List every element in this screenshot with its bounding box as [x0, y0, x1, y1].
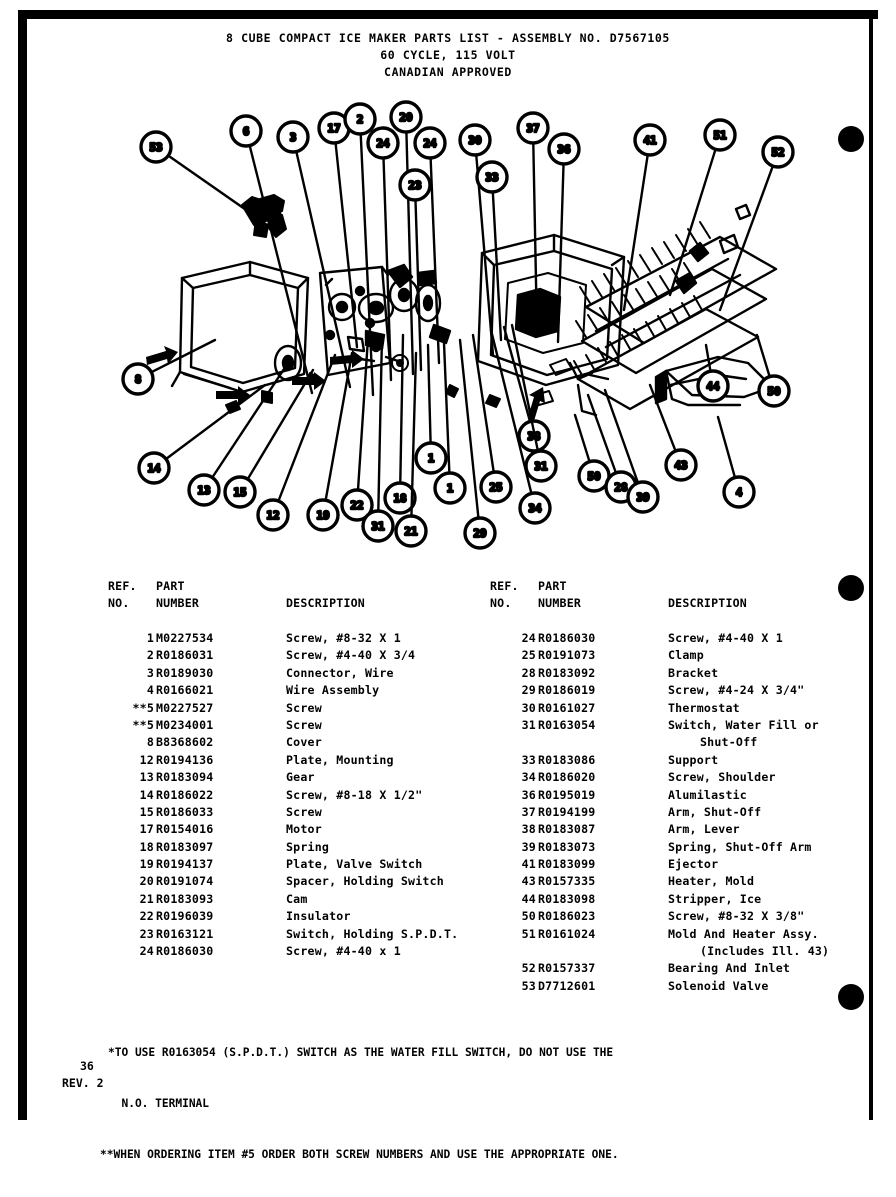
callout-label: 36 [557, 143, 571, 156]
callout-bubble-14 [139, 385, 265, 483]
table-row [108, 630, 498, 647]
table-row [490, 856, 890, 873]
callout-bubble-30 [460, 125, 493, 355]
footnotes [100, 1010, 868, 1197]
cell-ref-no: 13 [139, 770, 154, 785]
cell-part-number: R0163121 [156, 926, 214, 941]
cell-part-number: R0166021 [156, 683, 214, 698]
cell-description: Clamp [668, 648, 704, 663]
callout-bubble-6 [231, 116, 312, 393]
callout-leader-line [670, 149, 716, 295]
callout-label: 17 [327, 122, 341, 135]
table-row [490, 752, 890, 769]
callout-bubble-52 [720, 137, 793, 310]
callout-bubble-8 [123, 340, 215, 394]
cell-description: Spacer, Holding Switch [286, 874, 444, 889]
cell-ref-no: 19 [139, 857, 154, 872]
callout-leader-line [504, 327, 530, 422]
cell-part-number: D7712601 [538, 978, 596, 993]
cell-ref-no: 52 [521, 961, 536, 976]
cell-description: Heater, Mold [668, 874, 755, 889]
callout-leader-line [406, 132, 413, 374]
table-row [490, 700, 890, 717]
cell-description: Ejector [668, 857, 719, 872]
callout-label: 24 [376, 137, 390, 150]
callout-label: 14 [147, 462, 161, 475]
table-rows-right [490, 630, 890, 995]
cell-part-number: R0186023 [538, 909, 596, 924]
table-row [490, 978, 890, 995]
cell-part-number: R0194137 [156, 857, 214, 872]
cell-part-number: R0183099 [538, 857, 596, 872]
cell-description: Cover [286, 735, 322, 750]
table-row [108, 856, 498, 873]
callout-leader-line [757, 335, 770, 377]
cell-part-number: M0227534 [156, 631, 214, 645]
table-row [490, 717, 890, 734]
cell-ref-no: 36 [521, 787, 536, 802]
cell-description: Connector, Wire [286, 665, 394, 680]
cell-ref-no: 24 [521, 631, 536, 645]
cell-description: Cam [286, 891, 308, 906]
header-ref-line2: NO. [108, 596, 130, 610]
table-row [108, 839, 498, 856]
callout-label: 39 [636, 491, 650, 504]
cell-description: Thermostat [668, 700, 740, 715]
cell-part-number: R0183073 [538, 839, 596, 854]
callout-label: 21 [404, 525, 418, 538]
cell-ref-no: 31 [521, 717, 536, 732]
cell-part-number: R0191074 [156, 874, 214, 889]
callout-leader-line [624, 155, 648, 310]
cell-ref-no: 2 [146, 648, 154, 663]
cell-ref-no: 24 [139, 944, 154, 959]
callout-leader-line [575, 415, 590, 462]
cell-part-number: R0186033 [156, 804, 214, 819]
callout-label: 8 [134, 373, 142, 386]
cell-description: Screw, #4-40 X 1 [668, 631, 783, 645]
cell-ref-no: 30 [521, 700, 536, 715]
cell-description: Screw [286, 700, 322, 715]
document-title [0, 30, 896, 81]
header-ref-line1: REF. [108, 579, 137, 593]
table-row [490, 630, 890, 647]
callout-label: 1 [446, 482, 454, 495]
cell-ref-no: **5 [132, 717, 154, 732]
table-rows-left [108, 630, 498, 960]
table-row [108, 769, 498, 786]
cell-part-number: R0161024 [538, 926, 596, 941]
cell-ref-no: 3 [146, 665, 154, 680]
cell-description: Arm, Lever [668, 822, 740, 837]
cell-part-number: B8368602 [156, 735, 214, 750]
cell-description: Plate, Valve Switch [286, 857, 423, 872]
cell-description: Plate, Mounting [286, 752, 394, 767]
cell-description: Screw, #8-18 X 1/2" [286, 787, 423, 802]
table-row [490, 960, 890, 977]
cell-part-number: R0163054 [538, 717, 596, 732]
cell-part-number: R0157335 [538, 874, 596, 889]
table-row [490, 908, 890, 925]
cell-description: Motor [286, 822, 322, 837]
cell-ref-no: 1 [146, 631, 154, 645]
cell-ref-no: 15 [139, 804, 154, 819]
title-line-2: 60 CYCLE, 115 VOLT [380, 48, 516, 62]
cell-ref-no: 50 [521, 909, 536, 924]
cell-ref-no: 39 [521, 839, 536, 854]
cell-part-number: R0186031 [156, 648, 214, 663]
cell-part-number: M0227527 [156, 700, 214, 715]
cell-ref-no: 51 [521, 926, 536, 941]
table-row [108, 926, 498, 943]
cell-ref-no: 21 [139, 891, 154, 906]
callout-label: 12 [266, 509, 280, 522]
callout-label: 25 [489, 481, 503, 494]
callout-bubble-51 [670, 120, 735, 295]
cell-part-number: R0189030 [156, 665, 214, 680]
cell-part-number: R0186030 [156, 944, 214, 959]
cell-ref-no: 20 [139, 874, 154, 889]
table-row [490, 665, 890, 682]
callout-leader-line [428, 345, 431, 443]
header-ref-line2-right: NO. [490, 596, 512, 610]
cell-description: Bracket [668, 665, 719, 680]
cell-part-number: R0154016 [156, 822, 214, 837]
callout-leader-line [336, 143, 357, 347]
revision-label: REV. 2 [62, 1076, 104, 1090]
table-row [108, 717, 498, 734]
callout-bubble-50 [757, 335, 789, 406]
cell-part-number: M0234001 [156, 717, 214, 732]
cell-part-number: R0196039 [156, 909, 214, 924]
callout-leader-line [168, 156, 262, 221]
callout-bubble-3 [278, 122, 350, 387]
table-row [108, 821, 498, 838]
table-row [108, 734, 498, 751]
callout-bubble-1 [435, 343, 465, 503]
cell-part-number: R0186019 [538, 683, 596, 698]
callout-label: 29 [473, 527, 487, 540]
cell-ref-no: 53 [521, 978, 536, 993]
page-border-top [18, 10, 878, 19]
cell-part-number: R0157337 [538, 961, 596, 976]
cell-description: Alumilastic [668, 787, 747, 802]
cell-part-number: R0183093 [156, 891, 214, 906]
cell-description: Screw, #8-32 X 3/8" [668, 909, 805, 924]
page-number: 36 [80, 1059, 94, 1073]
table-row [108, 908, 498, 925]
callout-label: 24 [423, 137, 437, 150]
cell-ref-no: 4 [146, 683, 154, 698]
table-row [108, 682, 498, 699]
callout-label: 23 [408, 179, 422, 192]
cell-part-number: R0186030 [538, 631, 596, 645]
table-row [108, 787, 498, 804]
callout-label: 33 [485, 171, 499, 184]
cell-description: Support [668, 752, 719, 767]
table-row [108, 752, 498, 769]
cell-ref-no: 25 [521, 648, 536, 663]
cell-ref-no: 38 [521, 822, 536, 837]
callout-label: 52 [771, 146, 785, 159]
cell-description: Screw, #4-24 X 3/4" [668, 683, 805, 698]
callout-bubble-17 [319, 113, 357, 347]
cell-description: Screw [286, 804, 322, 819]
callout-bubble-41 [624, 125, 665, 310]
cell-description: Insulator [286, 909, 351, 924]
cell-description: Arm, Shut-Off [668, 804, 762, 819]
parts-table-left-column [108, 578, 498, 960]
cell-part-number: R0183086 [538, 752, 596, 767]
cell-ref-no: 22 [139, 909, 154, 924]
table-row [490, 821, 890, 838]
header-part-line2: NUMBER [156, 596, 200, 610]
table-row-continuation [490, 734, 890, 751]
table-row [490, 839, 890, 856]
callout-bubble-44 [698, 345, 728, 401]
table-header-left [108, 578, 498, 630]
cell-ref-no: 17 [139, 822, 154, 837]
cell-part-number: R0183097 [156, 839, 214, 854]
title-line-3: CANADIAN APPROVED [384, 65, 512, 79]
callout-label: 28 [614, 481, 628, 494]
cell-description: Spring, Shut-Off Arm [668, 839, 812, 854]
callout-bubble-22 [342, 338, 372, 520]
table-row [490, 926, 890, 943]
cell-ref-no: 12 [139, 752, 154, 767]
header-ref-line1-right: REF. [490, 579, 519, 593]
cell-description-cont: Shut-Off [700, 735, 758, 750]
cell-ref-no: 23 [139, 926, 154, 941]
callout-label: 31 [534, 460, 548, 473]
cell-ref-no: 28 [521, 665, 536, 680]
table-row [108, 647, 498, 664]
cell-part-number: R0183094 [156, 770, 214, 785]
cell-ref-no: 37 [521, 804, 536, 819]
cell-part-number: R0186020 [538, 770, 596, 785]
cell-ref-no: 18 [139, 839, 154, 854]
header-description-right: DESCRIPTION [668, 596, 747, 610]
cell-part-number: R0183092 [538, 665, 596, 680]
cell-description: Mold And Heater Assy. [668, 926, 819, 941]
cell-description: Stripper, Ice [668, 891, 762, 906]
table-row [490, 647, 890, 664]
title-line-1: 8 CUBE COMPACT ICE MAKER PARTS LIST - ASSEMBLY NO. D7567105 [226, 31, 670, 45]
table-row-continuation [490, 943, 890, 960]
callout-bubble-50 [575, 415, 609, 491]
cell-part-number: R0195019 [538, 787, 596, 802]
callout-label: 50 [767, 385, 781, 398]
cell-description: Gear [286, 770, 315, 785]
table-row [490, 787, 890, 804]
page-footer [62, 1058, 104, 1092]
callout-label: 19 [316, 509, 330, 522]
cell-part-number: R0183087 [538, 822, 596, 837]
callout-bubble-4 [718, 417, 754, 507]
cell-description: Wire Assembly [286, 683, 380, 698]
callout-label: 38 [527, 430, 541, 443]
cell-ref-no: 44 [521, 891, 536, 906]
table-row [108, 804, 498, 821]
callout-label: 37 [526, 122, 540, 135]
callout-label: 51 [713, 129, 727, 142]
table-row [490, 891, 890, 908]
cell-description: Screw, #4-40 x 1 [286, 944, 401, 959]
table-row [490, 769, 890, 786]
callout-label: 22 [350, 499, 364, 512]
table-row [108, 665, 498, 682]
callout-leader-line [400, 335, 403, 483]
callout-label: 6 [242, 125, 250, 138]
cell-description: Solenoid Valve [668, 978, 769, 993]
exploded-parts-diagram [30, 95, 870, 575]
cell-ref-no: 29 [521, 683, 536, 698]
cell-ref-no: 43 [521, 874, 536, 889]
callout-label: 4 [735, 486, 743, 499]
callout-label: 13 [197, 484, 211, 497]
table-row [108, 700, 498, 717]
callout-label: 43 [674, 459, 688, 472]
cell-description-cont: (Includes Ill. 43) [700, 944, 830, 959]
callout-label: 30 [468, 134, 482, 147]
header-description: DESCRIPTION [286, 596, 365, 610]
callout-leader-line [718, 417, 735, 478]
cell-description: Screw, Shoulder [668, 770, 776, 785]
callout-leader-line [378, 335, 382, 511]
cell-ref-no: 33 [521, 752, 536, 767]
header-part-line1: PART [156, 579, 185, 593]
callout-label: 34 [528, 502, 542, 515]
table-row [108, 873, 498, 890]
table-header-right [490, 578, 890, 630]
cell-part-number: R0183098 [538, 891, 596, 906]
cell-description: Bearing And Inlet [668, 961, 791, 976]
callout-label: 44 [706, 380, 720, 393]
cell-part-number: R0186022 [156, 787, 214, 802]
callout-label: 15 [233, 486, 247, 499]
cell-part-number: R0194136 [156, 752, 214, 767]
callout-label: 50 [587, 470, 601, 483]
table-row [490, 873, 890, 890]
footnote-2: **WHEN ORDERING ITEM #5 ORDER BOTH SCREW NUMBERS AND USE THE APPROPRIATE ONE. [100, 1148, 619, 1161]
footnote-1-cont: N.O. TERMINAL [108, 1097, 210, 1110]
cell-ref-no: 14 [139, 787, 154, 802]
parts-table-right-column [490, 578, 890, 995]
callout-layer [123, 102, 793, 548]
cell-ref-no: 41 [521, 857, 536, 872]
cell-part-number: R0194199 [538, 804, 596, 819]
cell-description: Screw, #8-32 X 1 [286, 631, 401, 645]
cell-part-number: R0191073 [538, 648, 596, 663]
table-row [108, 943, 498, 960]
table-row [108, 891, 498, 908]
cell-ref-no: **5 [132, 700, 154, 715]
table-row [490, 804, 890, 821]
page-border-left [18, 10, 27, 1120]
cell-ref-no: 8 [146, 735, 154, 750]
cell-description: Switch, Holding S.P.D.T. [286, 926, 459, 941]
cell-description: Screw [286, 717, 322, 732]
header-part-line2-right: NUMBER [538, 596, 582, 610]
cell-part-number: R0161027 [538, 700, 596, 715]
callout-label: 20 [399, 111, 413, 124]
footnote-1: *TO USE R0163054 (S.P.D.T.) SWITCH AS THE WATER FILL SWITCH, DO NOT USE THE [108, 1046, 614, 1059]
cell-description: Spring [286, 839, 330, 854]
callout-label: 31 [371, 520, 385, 533]
cell-ref-no: 34 [521, 770, 536, 785]
header-part-line1-right: PART [538, 579, 567, 593]
callout-label: 53 [149, 141, 163, 154]
callout-label: 41 [643, 134, 657, 147]
table-row [490, 682, 890, 699]
callout-label: 1 [427, 452, 435, 465]
cell-description: Switch, Water Fill or [668, 717, 819, 732]
callout-label: 2 [356, 113, 364, 126]
callout-label: 18 [393, 492, 407, 505]
cover-panel [172, 262, 308, 392]
cell-description: Screw, #4-40 X 3/4 [286, 648, 416, 663]
callout-label: 3 [289, 131, 297, 144]
